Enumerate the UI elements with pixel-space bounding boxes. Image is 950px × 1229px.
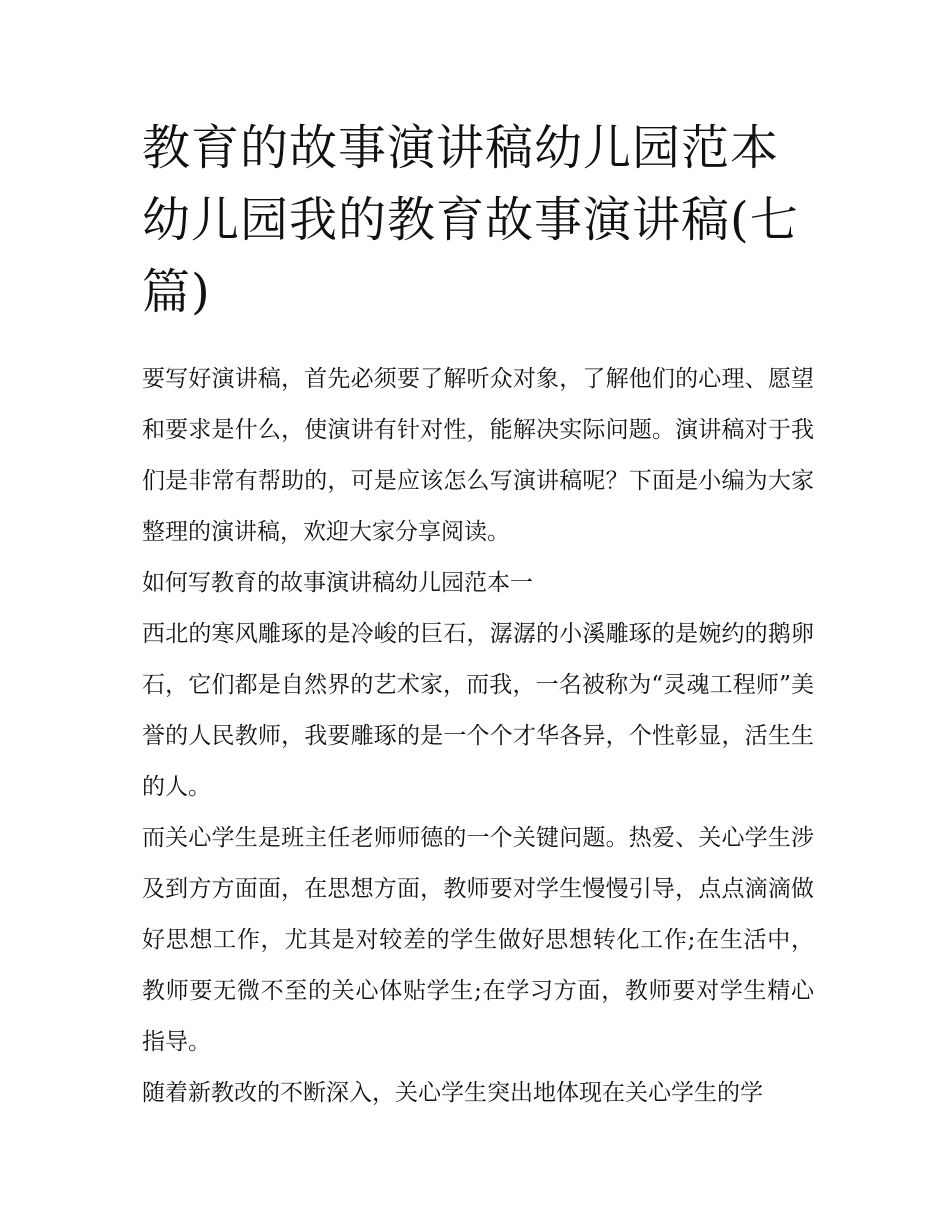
document-body [142,354,814,1119]
intro-paragraph: 要写好演讲稿，首先必须要了解听众对象，了解他们的心理、愿望和要求是什么，使演讲有针对性，能解决实际问题。演讲稿对于我们是非常有帮助的，可是应该怎么写演讲稿呢？下面是小编为大家整理的演讲稿，欢迎大家分享阅读。 [142,366,814,545]
body-paragraph: 随着新教改的不断深入，关心学生突出地体现在关心学生的学 [142,1080,763,1106]
body-paragraph: 而关心学生是班主任老师师德的一个关键问题。热爱、关心学生涉及到方方面面，在思想方面，教师要对学生慢慢引导，点点滴滴做好思想工作，尤其是对较差的学生做好思想转化工作;在生活中，教师要无微不至的关心体贴学生;在学习方面，教师要对学生精心指导。 [142,825,814,1055]
section-heading: 如何写教育的故事演讲稿幼儿园范本一 [142,570,533,596]
document-page [142,112,814,1119]
document-title: 教育的故事演讲稿幼儿园范本幼儿园我的教育故事演讲稿(七篇) [142,120,799,320]
body-paragraph: 西北的寒风雕琢的是冷峻的巨石，潺潺的小溪雕琢的是婉约的鹅卵石，它们都是自然界的艺术家，而我，一名被称为“灵魂工程师”美誉的人民教师，我要雕琢的是一个个才华各异，个性彰显，活生生的人。 [142,621,814,800]
